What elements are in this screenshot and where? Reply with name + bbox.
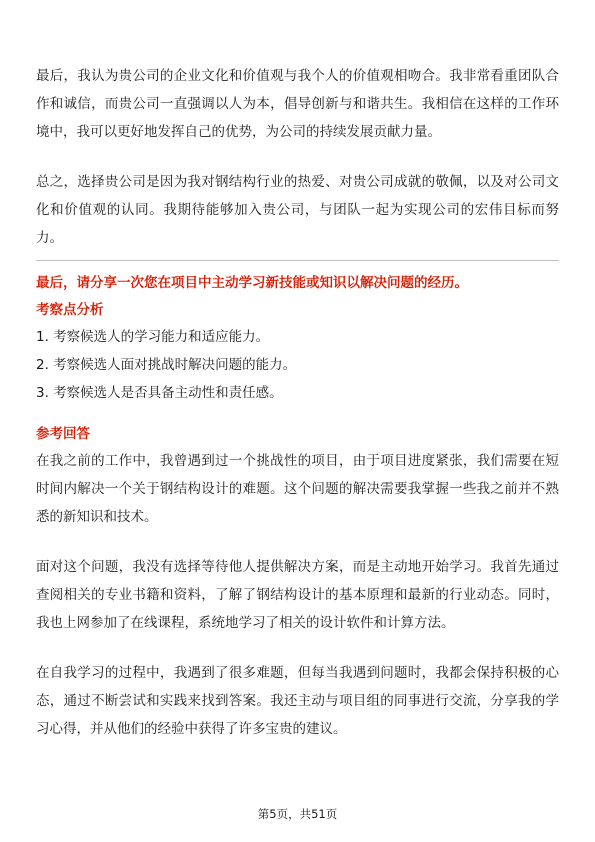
intro-paragraph-1: 最后，我认为贵公司的企业文化和价值观与我个人的价值观相吻合。我非常看重团队合作和诚信，而贵公司一直强调以人为本，倡导创新与和谐共生。我相信在这样的工作环境中，我可以更好地发挥自己的优势，为公司的持续发展贡献力量。 — [36, 68, 559, 140]
document-body — [36, 62, 559, 743]
analysis-item: 3. 考察候选人是否具备主动性和责任感。 — [36, 385, 283, 401]
answer-paragraph-3: 在自我学习的过程中，我遇到了很多难题，但每当我遇到问题时，我都会保持积极的心态，通过不断尝试和实践来找到答案。我还主动与项目组的同事进行交流，分享我的学习心得，并从他们的经验中获得了许多宝贵的建议。 — [36, 665, 559, 737]
answer-heading: 参考回答 — [36, 426, 90, 442]
analysis-item: 1. 考察候选人的学习能力和适应能力。 — [36, 329, 270, 345]
page-number: 第5页，共51页 — [257, 807, 338, 821]
analysis-item: 2. 考察候选人面对挑战时解决问题的能力。 — [36, 357, 297, 373]
answer-paragraph-2: 面对这个问题，我没有选择等待他人提供解决方案，而是主动地开始学习。我首先通过查阅相关的专业书籍和资料，了解了钢结构设计的基本原理和最新的行业动态。同时，我也上网参加了在线课程，系统地学习了相关的设计软件和计算方法。 — [36, 559, 559, 631]
answer-paragraph-1: 在我之前的工作中，我曾遇到过一个挑战性的项目，由于项目进度紧张，我们需要在短时间内解决一个关于钢结构设计的难题。这个问题的解决需要我掌握一些我之前并不熟悉的新知识和技术。 — [36, 453, 559, 525]
analysis-heading: 考察点分析 — [36, 302, 104, 318]
question-text: 最后，请分享一次您在项目中主动学习新技能或知识以解决问题的经历。 — [36, 275, 468, 291]
section-divider — [36, 260, 559, 261]
intro-paragraph-2: 总之，选择贵公司是因为我对钢结构行业的热爱、对贵公司成就的敬佩，以及对公司文化和价值观的认同。我期待能够加入贵公司，与团队一起为实现公司的宏伟目标而努力。 — [36, 174, 559, 246]
